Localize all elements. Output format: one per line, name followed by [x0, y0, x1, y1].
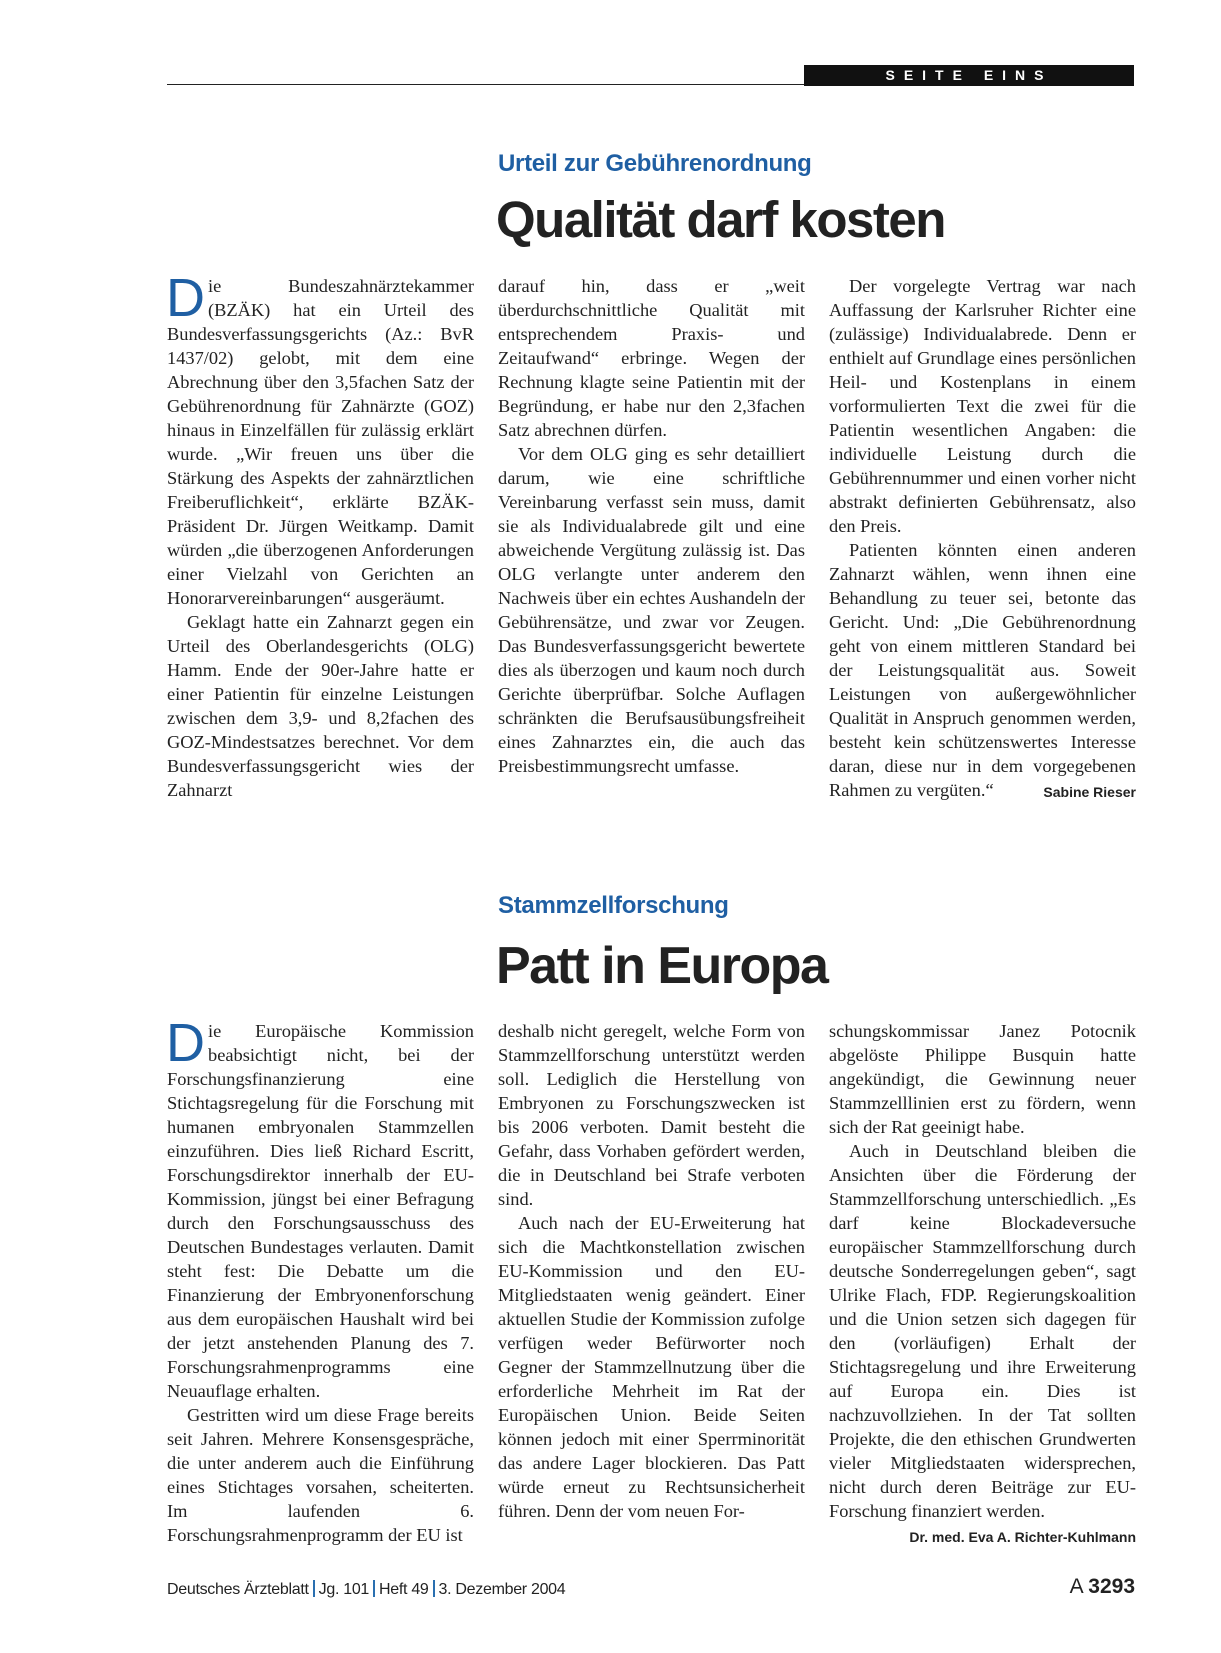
section-tag: SEITE EINS [804, 65, 1134, 86]
paragraph-text: Auch in Deutschland bleiben die Ansichten über die Förderung der Stammzellforschung unterschiedlich. „Es darf keine Blockadeversuche europäischer Stammzellforschung durch deutsche Sonderregelungen geben“, sagt Ulrike Flach, FDP. Regierungskoalition und die Union setzen sich dagegen für den (vorläufigen) Erhalt der Stichtagsregelung und ihre Erweiterung auf Europa ein. Dies ist nachzuvollziehen. In der Tat sollten Projekte, die den ethischen Grundwerten vieler Mitgliedstaaten widersprechen, nicht durch deren Beiträge zur EU-Forschung finanziert werden. [829, 1141, 1136, 1521]
header-rule [167, 84, 804, 85]
article2-paragraph: Auch nach der EU-Erweiterung hat sich die Machtkonstellation zwischen EU-Kommission und den EU-Mitgliedstaaten wenig geändert. Einer aktuellen Studie der Kommission zufolge verfügen weder Befürworter noch Gegner der Stammzellnutzung über die erforderliche Mehrheit im Rat der Europäischen Union. Beide Seiten können jedoch mit einer Sperrminorität das andere Lager blockieren. Das Patt würde erneut zu Rechtsunsicherheit führen. Denn der vom neuen For- [498, 1213, 805, 1521]
article2-headline: Patt in Europa [496, 937, 828, 995]
article2-author: Dr. med. Eva A. Richter-Kuhlmann [909, 1529, 1136, 1545]
article2-paragraph: Gestritten wird um diese Frage bereits seit Jahren. Mehrere Konsensgespräche, die unter anderem auch die Einführung eines Stichtages vorsahen, scheiterten. Im laufenden 6. Forschungsrahmenprogramm der EU ist [167, 1405, 474, 1545]
paragraph-text: ie Bundeszahnärztekammer (BZÄK) hat ein Urteil des Bundesverfassungsgerichts (Az.: BvR 1437/02) gelobt, mit dem eine Abrechnung über den 3,5fachen Satz der Gebührenordnung für Zahnärzte (GOZ) hinaus in Einzelfällen für zulässig erklärt wurde. „Wir freuen uns über die Stärkung des Aspekts der zahnärztlichen Freiberuflichkeit“, erklärte BZÄK-Präsident Dr. Jürgen Weitkamp. Damit würden „die überzogenen Anforderungen einer Vielzahl von Gerichten an Honorarvereinbarungen“ ausgeräumt. [167, 276, 474, 608]
dropcap: D [166, 268, 205, 328]
article1-paragraph [166, 268, 474, 610]
issue-date: 3. Dezember 2004 [438, 1581, 566, 1598]
article2-paragraph [829, 1139, 1136, 1545]
volume: Jg. 101 [318, 1581, 370, 1598]
article1-paragraph [829, 538, 1136, 802]
article1-author: Sabine Rieser [1043, 784, 1136, 800]
journal-name: Deutsches Ärzteblatt [167, 1581, 309, 1598]
article1-paragraph: Geklagt hatte ein Zahnarzt gegen ein Urteil des Oberlandesgerichts (OLG) Hamm. Ende der 90er-Jahre hatte er einer Patientin für einzelne Leistungen zwischen dem 3,9- und 8,2fachen des GOZ-Mindestsatzes berechnet. Vor dem Bundesverfassungsgericht wies der Zahnarzt [167, 612, 474, 800]
article2-column-3 [829, 1019, 1136, 1549]
article1-column-3 [829, 274, 1136, 804]
article2-column-2 [498, 1019, 805, 1523]
footer-separator [313, 1580, 315, 1597]
page-prefix: A [1069, 1575, 1083, 1598]
article2-column-1 [166, 1013, 474, 1547]
paragraph-text: ie Europäische Kommission beabsichtigt nicht, bei der Forschungsfinanzierung eine Stichtagsregelung für die Forschung mit humanen embryonalen Stammzellen einzuführen. Dies ließ Richard Escritt, Forschungsdirektor innerhalb der EU-Kommission, jüngst bei einer Befragung durch den Forschungsausschuss des Deutschen Bundestages verlauten. Damit steht fest: Die Debatte um die Finanzierung der Embryonenforschung aus dem europäischen Haushalt wird bei der jetzt anstehenden Planung des 7. Forschungsrahmenprogramms eine Neuauflage erhalten. [167, 1021, 474, 1401]
article1-kicker: Urteil zur Gebührenordnung [498, 150, 812, 177]
issue: Heft 49 [379, 1581, 429, 1598]
page-number [1070, 1575, 1135, 1599]
article1-column-2 [498, 274, 805, 778]
paragraph-text: Patienten könnten einen anderen Zahnarzt wählen, wenn ihnen eine Behandlung zu teuer sei, betonte das Gericht. Und: „Die Gebührenordnung geht von einem mittleren Standard bei der Leistungsqualität aus. Soweit Leistungen von außergewöhnlicher Qualität in Anspruch genommen werden, besteht kein schützenswertes Interesse daran, diese nur in dem vorgegebenen Rahmen zu vergüten.“ [829, 540, 1136, 800]
footer-separator [373, 1580, 375, 1597]
article1-column-1 [166, 268, 474, 802]
article1-paragraph: darauf hin, dass er „weit überdurchschnittliche Qualität mit entsprechendem Praxis- und Zeitaufwand“ erbringe. Wegen der Rechnung klagte seine Patientin mit der Begründung, er habe nur den 2,3fachen Satz abrechnen dürfen. [498, 276, 805, 440]
dropcap: D [166, 1013, 205, 1073]
article1-headline: Qualität darf kosten [496, 191, 945, 248]
article1-paragraph: Vor dem OLG ging es sehr detailliert darum, wie eine schriftliche Vereinbarung verfasst sein muss, damit sie als Individualabrede gilt und eine abweichende Vergütung zulässig ist. Das OLG verlangte unter anderem den Nachweis über ein echtes Aushandeln der Gebührensätze, und zwar vor Zeugen. Das Bundesverfassungsgericht bewertete dies als überzogen und kaum noch durch Gerichte überprüfbar. Solche Auflagen schränkten die Berufsausübungsfreiheit eines Zahnarztes ein, die auch das Preisbestimmungsrecht umfasse. [498, 444, 805, 776]
article1-paragraph: Der vorgelegte Vertrag war nach Auffassung der Karlsruher Richter eine (zulässige) Individualabrede. Denn er enthielt auf Grundlage eines persönlichen Heil- und Kostenplans in einem vorformulierten Text die zwei für die Patientin wesentlichen Angaben: die individuelle Leistung durch die Gebührennummer und einen vorher nicht abstrakt definierten Gebührensatz, also den Preis. [829, 276, 1136, 536]
article2-paragraph: schungskommissar Janez Potocnik abgelöste Philippe Busquin hatte angekündigt, die Gewinnung neuer Stammzelllinien erst zu fördern, wenn sich der Rat geeinigt habe. [829, 1021, 1136, 1137]
footer [167, 1580, 565, 1599]
article2-kicker: Stammzellforschung [498, 892, 729, 919]
article2-paragraph [166, 1013, 474, 1403]
article2-paragraph: deshalb nicht geregelt, welche Form von Stammzellforschung unterstützt werden soll. Lediglich die Herstellung von Embryonen zu Forschungszwecken ist bis 2006 verboten. Damit besteht die Gefahr, dass Vorhaben gefördert werden, die in Deutschland bei Strafe verboten sind. [498, 1021, 805, 1209]
page-number-value: 3293 [1088, 1575, 1135, 1598]
footer-separator [433, 1580, 435, 1597]
